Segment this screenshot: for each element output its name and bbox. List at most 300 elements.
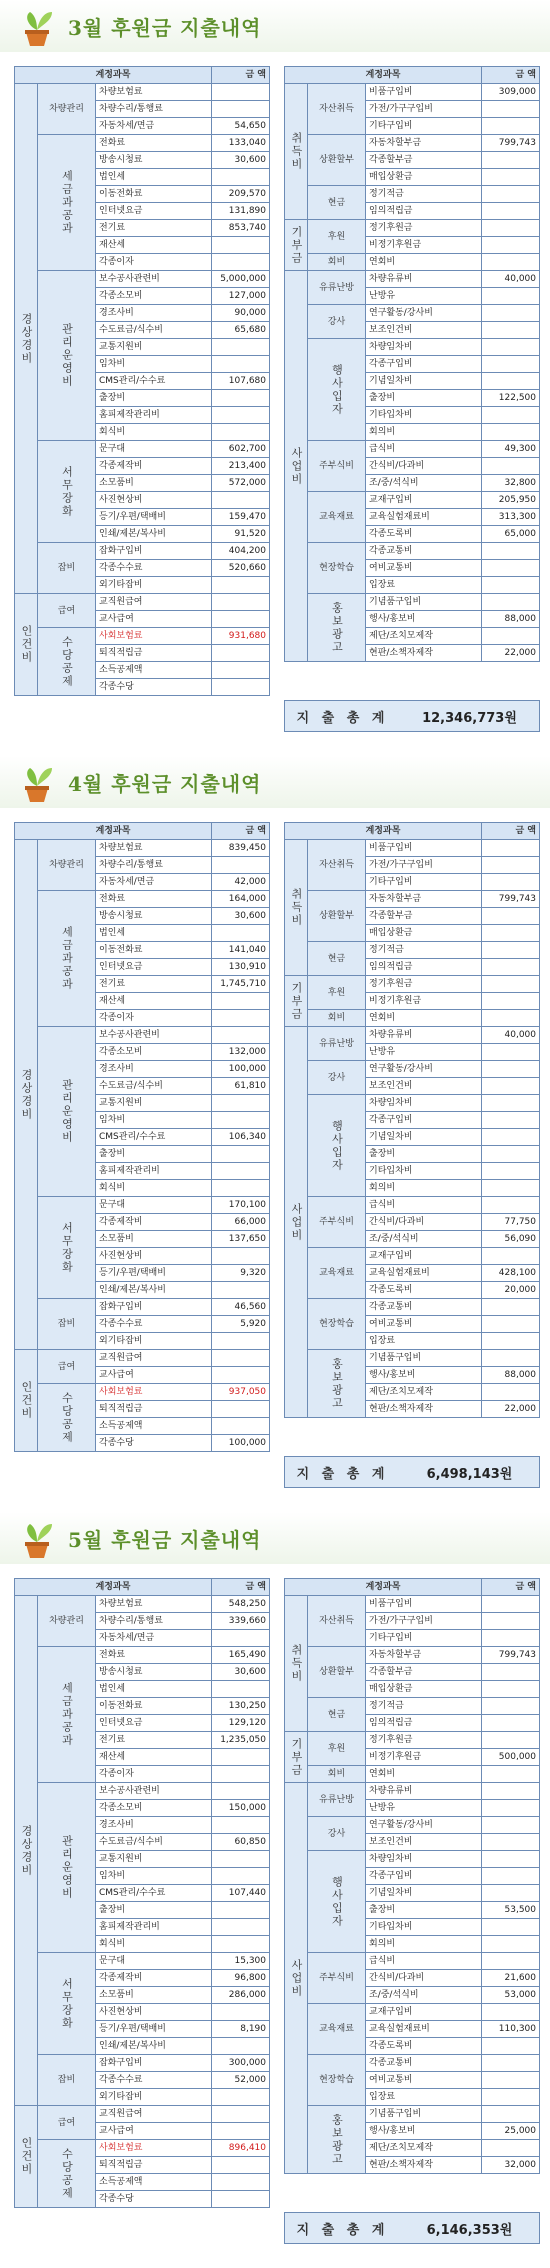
subcategory-cell: 교육재료 (308, 492, 366, 543)
amount-cell (482, 186, 540, 203)
item-cell: 비정기후원금 (366, 1749, 482, 1766)
table-header-row (285, 1579, 540, 1596)
subcategory-cell: 관리운영비 (38, 1783, 96, 1953)
category-cell: 취득비 (285, 840, 308, 976)
item-cell: 정기적금 (366, 186, 482, 203)
item-cell: 인터넷요금 (96, 959, 212, 976)
item-cell: 보조인건비 (366, 1078, 482, 1095)
item-cell: 행사/홍보비 (366, 611, 482, 628)
item-cell: 이동전화료 (96, 1698, 212, 1715)
left-table (14, 66, 270, 696)
subcategory-cell: 상환할부 (308, 135, 366, 186)
item-cell: 연구활동/강사비 (366, 1817, 482, 1834)
table-row (15, 2140, 270, 2157)
table-row (285, 1197, 540, 1214)
column-header-amount: 금 액 (482, 823, 540, 840)
amount-cell: 49,300 (482, 441, 540, 458)
category-cell: 인건비 (15, 2106, 38, 2208)
amount-cell (482, 1197, 540, 1214)
item-cell: 전기료 (96, 220, 212, 237)
subcategory-cell: 세금과공과 (38, 891, 96, 1027)
item-cell: 기념품구입비 (366, 1350, 482, 1367)
item-cell: 교재구입비 (366, 492, 482, 509)
table-row (285, 1299, 540, 1316)
item-cell: 각종수수료 (96, 2072, 212, 2089)
item-cell: 임의적립금 (366, 1715, 482, 1732)
item-cell: 자동차할부금 (366, 135, 482, 152)
amount-cell: 53,000 (482, 1987, 540, 2004)
item-cell: 각종도록비 (366, 1282, 482, 1299)
subcategory-cell: 관리운영비 (38, 271, 96, 441)
item-cell: 기타입차비 (366, 407, 482, 424)
item-cell: 법인세 (96, 1681, 212, 1698)
table-row (285, 1953, 540, 1970)
subcategory-cell: 세금과공과 (38, 1647, 96, 1783)
amount-cell: 56,090 (482, 1231, 540, 1248)
table-row (285, 1766, 540, 1783)
item-cell: 소득공제액 (96, 1418, 212, 1435)
amount-cell: 25,000 (482, 2123, 540, 2140)
subcategory-cell: 잡비 (38, 1299, 96, 1350)
amount-cell (482, 2106, 540, 2123)
item-cell: 가전/가구구입비 (366, 101, 482, 118)
category-cell: 취득비 (285, 1596, 308, 1732)
amount-cell (482, 1664, 540, 1681)
table-row (15, 1953, 270, 1970)
amount-cell (482, 1630, 540, 1647)
item-cell: 입장료 (366, 577, 482, 594)
amount-cell: 100,000 (212, 1435, 270, 1452)
item-cell: 전화료 (96, 1647, 212, 1664)
item-cell: 현판/소책자제작 (366, 2157, 482, 2174)
amount-cell (212, 1418, 270, 1435)
amount-cell: 32,000 (482, 2157, 540, 2174)
item-cell: 인쇄/제본/복사비 (96, 1282, 212, 1299)
item-cell: 등기/우편/택배비 (96, 509, 212, 526)
month-section (0, 756, 550, 1512)
subcategory-cell: 서무장화 (38, 1953, 96, 2055)
item-cell: 정기후원금 (366, 1732, 482, 1749)
subcategory-cell: 서무장화 (38, 1197, 96, 1299)
item-cell: 퇴직적립금 (96, 1401, 212, 1418)
subcategory-cell: 회비 (308, 254, 366, 271)
item-cell: 각종구입비 (366, 1112, 482, 1129)
amount-cell: 931,680 (212, 628, 270, 645)
amount-cell: 40,000 (482, 271, 540, 288)
table-row (15, 840, 270, 857)
item-cell: 기타입차비 (366, 1919, 482, 1936)
amount-cell (212, 2106, 270, 2123)
item-cell: 급식비 (366, 1197, 482, 1214)
subcategory-cell: 홍보광고 (308, 1350, 366, 1418)
amount-cell: 1,235,050 (212, 1732, 270, 1749)
item-cell: 수도료금/식수비 (96, 1834, 212, 1851)
category-cell: 기부금 (285, 220, 308, 271)
amount-cell (482, 959, 540, 976)
item-cell: 재산세 (96, 993, 212, 1010)
item-cell: 잡화구입비 (96, 1299, 212, 1316)
subcategory-cell: 차량관리 (38, 1596, 96, 1647)
category-cell: 사업비 (285, 271, 308, 662)
amount-cell (212, 2157, 270, 2174)
item-cell: 교재구입비 (366, 2004, 482, 2021)
amount-cell: 77,750 (482, 1214, 540, 1231)
table-row (15, 1596, 270, 1613)
item-cell: 각종도록비 (366, 526, 482, 543)
item-cell: 경조사비 (96, 1817, 212, 1834)
amount-cell: 5,920 (212, 1316, 270, 1333)
item-cell: 외기타잡비 (96, 1333, 212, 1350)
subcategory-cell: 주부식비 (308, 1953, 366, 2004)
item-cell: 매입상환금 (366, 925, 482, 942)
item-cell: 재산세 (96, 1749, 212, 1766)
amount-cell (482, 1010, 540, 1027)
total-amount: 6,498,143원 (426, 1466, 513, 1482)
item-cell: 행사/홍보비 (366, 1367, 482, 1384)
item-cell: 출장비 (366, 1146, 482, 1163)
amount-cell (212, 611, 270, 628)
amount-cell (482, 1885, 540, 1902)
amount-cell (212, 492, 270, 509)
month-section (0, 0, 550, 756)
column-header-account: 계정과목 (15, 823, 212, 840)
item-cell: 각종교통비 (366, 2055, 482, 2072)
table-row (285, 305, 540, 322)
amount-cell (482, 1834, 540, 1851)
month-title: 5월 후원금 지출내역 (68, 1528, 262, 1552)
amount-cell: 602,700 (212, 441, 270, 458)
amount-cell (212, 1749, 270, 1766)
item-cell: 등기/우편/택배비 (96, 2021, 212, 2038)
amount-cell (212, 2123, 270, 2140)
amount-cell: 300,000 (212, 2055, 270, 2072)
amount-cell (482, 2072, 540, 2089)
table-row (285, 543, 540, 560)
table-row (15, 2055, 270, 2072)
amount-cell (212, 1333, 270, 1350)
column-header-account: 계정과목 (285, 67, 482, 84)
item-cell: 외기타잡비 (96, 2089, 212, 2106)
amount-cell (482, 1095, 540, 1112)
left-table (14, 1578, 270, 2208)
item-cell: 조/중/석식비 (366, 1987, 482, 2004)
item-cell: CMS관리/수수료 (96, 1129, 212, 1146)
table-row (285, 1732, 540, 1749)
amount-cell (482, 840, 540, 857)
amount-cell (212, 1936, 270, 1953)
amount-cell (212, 1851, 270, 1868)
amount-cell (482, 1851, 540, 1868)
amount-cell: 572,000 (212, 475, 270, 492)
subcategory-cell: 유류난방 (308, 1783, 366, 1817)
item-cell: 각종이자 (96, 254, 212, 271)
amount-cell (212, 237, 270, 254)
amount-cell (482, 993, 540, 1010)
item-cell: 수도료금/식수비 (96, 1078, 212, 1095)
item-cell: 홈피제작관리비 (96, 1163, 212, 1180)
amount-cell (212, 645, 270, 662)
table-row (285, 441, 540, 458)
item-cell: 문구대 (96, 1953, 212, 1970)
item-cell: 제단/조치모제작 (366, 628, 482, 645)
amount-cell: 52,000 (212, 2072, 270, 2089)
item-cell: 홈피제작관리비 (96, 1919, 212, 1936)
column-header-account: 계정과목 (285, 1579, 482, 1596)
column-header-account: 계정과목 (285, 823, 482, 840)
column-header-account: 계정과목 (15, 67, 212, 84)
table-row (285, 220, 540, 237)
item-cell: 난방유 (366, 1044, 482, 1061)
table-row (285, 254, 540, 271)
amount-cell: 54,650 (212, 118, 270, 135)
item-cell: CMS관리/수수료 (96, 1885, 212, 1902)
item-cell: 간식비/다과비 (366, 458, 482, 475)
amount-cell: 339,660 (212, 1613, 270, 1630)
month-header (0, 0, 550, 52)
item-cell: 교직원급여 (96, 2106, 212, 2123)
item-cell: 기타구입비 (366, 118, 482, 135)
item-cell: 교사급여 (96, 2123, 212, 2140)
item-cell: 자동차할부금 (366, 1647, 482, 1664)
subcategory-cell: 행사입자 (308, 1851, 366, 1953)
item-cell: 사회보험료 (96, 1384, 212, 1401)
item-cell: 차량보험료 (96, 84, 212, 101)
amount-cell (482, 2055, 540, 2072)
amount-cell: 130,910 (212, 959, 270, 976)
amount-cell: 32,800 (482, 475, 540, 492)
category-cell: 인건비 (15, 594, 38, 696)
column-header-amount: 금 액 (212, 823, 270, 840)
month-title: 4월 후원금 지출내역 (68, 772, 262, 796)
subcategory-cell: 홍보광고 (308, 594, 366, 662)
item-cell: 차량임차비 (366, 339, 482, 356)
item-cell: 조/중/석식비 (366, 475, 482, 492)
amount-cell (212, 679, 270, 696)
subcategory-cell: 급여 (38, 1350, 96, 1384)
amount-cell: 65,680 (212, 322, 270, 339)
amount-cell: 548,250 (212, 1596, 270, 1613)
total-amount: 12,346,773원 (422, 710, 517, 726)
item-cell: 각종수당 (96, 679, 212, 696)
item-cell: 보조인건비 (366, 1834, 482, 1851)
item-cell: 보수공사관련비 (96, 1783, 212, 1800)
total-bar (284, 700, 540, 732)
table-row (285, 891, 540, 908)
subcategory-cell: 강사 (308, 1817, 366, 1851)
amount-cell (212, 2089, 270, 2106)
item-cell: 정기적금 (366, 1698, 482, 1715)
item-cell: 기념일차비 (366, 1885, 482, 1902)
amount-cell (482, 237, 540, 254)
amount-cell (482, 339, 540, 356)
amount-cell (482, 152, 540, 169)
column-header-amount: 금 액 (482, 67, 540, 84)
amount-cell (212, 925, 270, 942)
amount-cell: 100,000 (212, 1061, 270, 1078)
item-cell: 연회비 (366, 1010, 482, 1027)
item-cell: 교직원급여 (96, 1350, 212, 1367)
amount-cell: 30,600 (212, 152, 270, 169)
total-amount: 6,146,353원 (426, 2222, 513, 2238)
amount-cell (482, 1766, 540, 1783)
item-cell: 각종소모비 (96, 288, 212, 305)
item-cell: 각종구입비 (366, 356, 482, 373)
item-cell: 기념품구입비 (366, 594, 482, 611)
amount-cell (482, 118, 540, 135)
item-cell: 차량수리/통행료 (96, 857, 212, 874)
table-row (285, 84, 540, 101)
item-cell: 전기료 (96, 1732, 212, 1749)
amount-cell (482, 1868, 540, 1885)
item-cell: 각종이자 (96, 1766, 212, 1783)
item-cell: 입장료 (366, 2089, 482, 2106)
amount-cell (482, 203, 540, 220)
item-cell: 연회비 (366, 1766, 482, 1783)
item-cell: 교통지원비 (96, 1851, 212, 1868)
item-cell: 차량수리/통행료 (96, 101, 212, 118)
amount-cell (482, 1953, 540, 1970)
item-cell: 차량임차비 (366, 1095, 482, 1112)
amount-cell (212, 407, 270, 424)
subcategory-cell: 현장학습 (308, 543, 366, 594)
table-row (285, 976, 540, 993)
table-row (285, 2055, 540, 2072)
amount-cell: 133,040 (212, 135, 270, 152)
amount-cell (212, 662, 270, 679)
item-cell: 기념일차비 (366, 1129, 482, 1146)
item-cell: 사회보험료 (96, 628, 212, 645)
item-cell: 전기료 (96, 976, 212, 993)
subcategory-cell: 현금 (308, 942, 366, 976)
amount-cell (482, 254, 540, 271)
amount-cell: 799,743 (482, 891, 540, 908)
amount-cell: 42,000 (212, 874, 270, 891)
amount-cell: 8,190 (212, 2021, 270, 2038)
item-cell: 정기적금 (366, 942, 482, 959)
subcategory-cell: 회비 (308, 1766, 366, 1783)
subcategory-cell: 현장학습 (308, 2055, 366, 2106)
amount-cell (212, 1817, 270, 1834)
item-cell: 제단/조치모제작 (366, 1384, 482, 1401)
table-row (15, 891, 270, 908)
amount-cell (482, 577, 540, 594)
item-cell: 사진현상비 (96, 492, 212, 509)
item-cell: 출장비 (96, 390, 212, 407)
amount-cell (482, 874, 540, 891)
item-cell: 잡화구입비 (96, 2055, 212, 2072)
item-cell: 각종교통비 (366, 543, 482, 560)
amount-cell: 129,120 (212, 1715, 270, 1732)
column-header-amount: 금 액 (212, 67, 270, 84)
subcategory-cell: 수당공제 (38, 628, 96, 696)
amount-cell (212, 1902, 270, 1919)
table-row (285, 1248, 540, 1265)
item-cell: 임차비 (96, 1868, 212, 1885)
item-cell: 각종이자 (96, 1010, 212, 1027)
item-cell: 인터넷요금 (96, 1715, 212, 1732)
amount-cell (212, 1282, 270, 1299)
amount-cell: 61,810 (212, 1078, 270, 1095)
amount-cell: 799,743 (482, 135, 540, 152)
amount-cell: 799,743 (482, 1647, 540, 1664)
item-cell: 기타구입비 (366, 1630, 482, 1647)
amount-cell: 107,680 (212, 373, 270, 390)
amount-cell (482, 2004, 540, 2021)
item-cell: 회식비 (96, 1180, 212, 1197)
amount-cell: 127,000 (212, 288, 270, 305)
item-cell: 자동차세/면금 (96, 118, 212, 135)
item-cell: 교통지원비 (96, 339, 212, 356)
item-cell: 연구활동/강사비 (366, 1061, 482, 1078)
category-cell: 인건비 (15, 1350, 38, 1452)
table-header-row (15, 1579, 270, 1596)
item-cell: 각종수수료 (96, 1316, 212, 1333)
table-row (285, 1817, 540, 1834)
subcategory-cell: 차량관리 (38, 84, 96, 135)
right-table (284, 822, 540, 1418)
amount-cell: 213,400 (212, 458, 270, 475)
amount-cell: 159,470 (212, 509, 270, 526)
table-row (285, 1061, 540, 1078)
subcategory-cell: 차량관리 (38, 840, 96, 891)
amount-cell: 937,050 (212, 1384, 270, 1401)
item-cell: 조/중/석식비 (366, 1231, 482, 1248)
item-cell: 임의적립금 (366, 203, 482, 220)
table-row (15, 543, 270, 560)
table-row (15, 628, 270, 645)
amount-cell: 5,000,000 (212, 271, 270, 288)
item-cell: 여비교통비 (366, 560, 482, 577)
item-cell: 인쇄/제본/복사비 (96, 526, 212, 543)
item-cell: 자동차할부금 (366, 891, 482, 908)
item-cell: 비정기후원금 (366, 237, 482, 254)
amount-cell (482, 305, 540, 322)
sprout-pot-icon (18, 764, 56, 804)
item-cell: 기념품구입비 (366, 2106, 482, 2123)
total-bar (284, 1456, 540, 1488)
item-cell: 매입상환금 (366, 169, 482, 186)
item-cell: 임의적립금 (366, 959, 482, 976)
item-cell: 교직원급여 (96, 594, 212, 611)
item-cell: 정기후원금 (366, 976, 482, 993)
amount-cell (482, 1384, 540, 1401)
amount-cell (212, 1401, 270, 1418)
item-cell: 보수공사관련비 (96, 1027, 212, 1044)
item-cell: 소모품비 (96, 1987, 212, 2004)
amount-cell (482, 942, 540, 959)
item-cell: 연구활동/강사비 (366, 305, 482, 322)
amount-cell: 53,500 (482, 1902, 540, 1919)
subcategory-cell: 강사 (308, 305, 366, 339)
column-header-account: 계정과목 (15, 1579, 212, 1596)
subcategory-cell: 현금 (308, 1698, 366, 1732)
table-header-row (15, 67, 270, 84)
table-row (285, 1783, 540, 1800)
amount-cell (482, 594, 540, 611)
amount-cell (482, 288, 540, 305)
amount-cell: 88,000 (482, 1367, 540, 1384)
amount-cell (212, 1681, 270, 1698)
amount-cell: 30,600 (212, 1664, 270, 1681)
amount-cell: 60,850 (212, 1834, 270, 1851)
item-cell: 방송시청료 (96, 1664, 212, 1681)
table-row (285, 1596, 540, 1613)
subcategory-cell: 교육재료 (308, 2004, 366, 2055)
table-row (15, 84, 270, 101)
item-cell: 각종수수료 (96, 560, 212, 577)
sprout-pot-icon (18, 1520, 56, 1560)
amount-cell (482, 1919, 540, 1936)
